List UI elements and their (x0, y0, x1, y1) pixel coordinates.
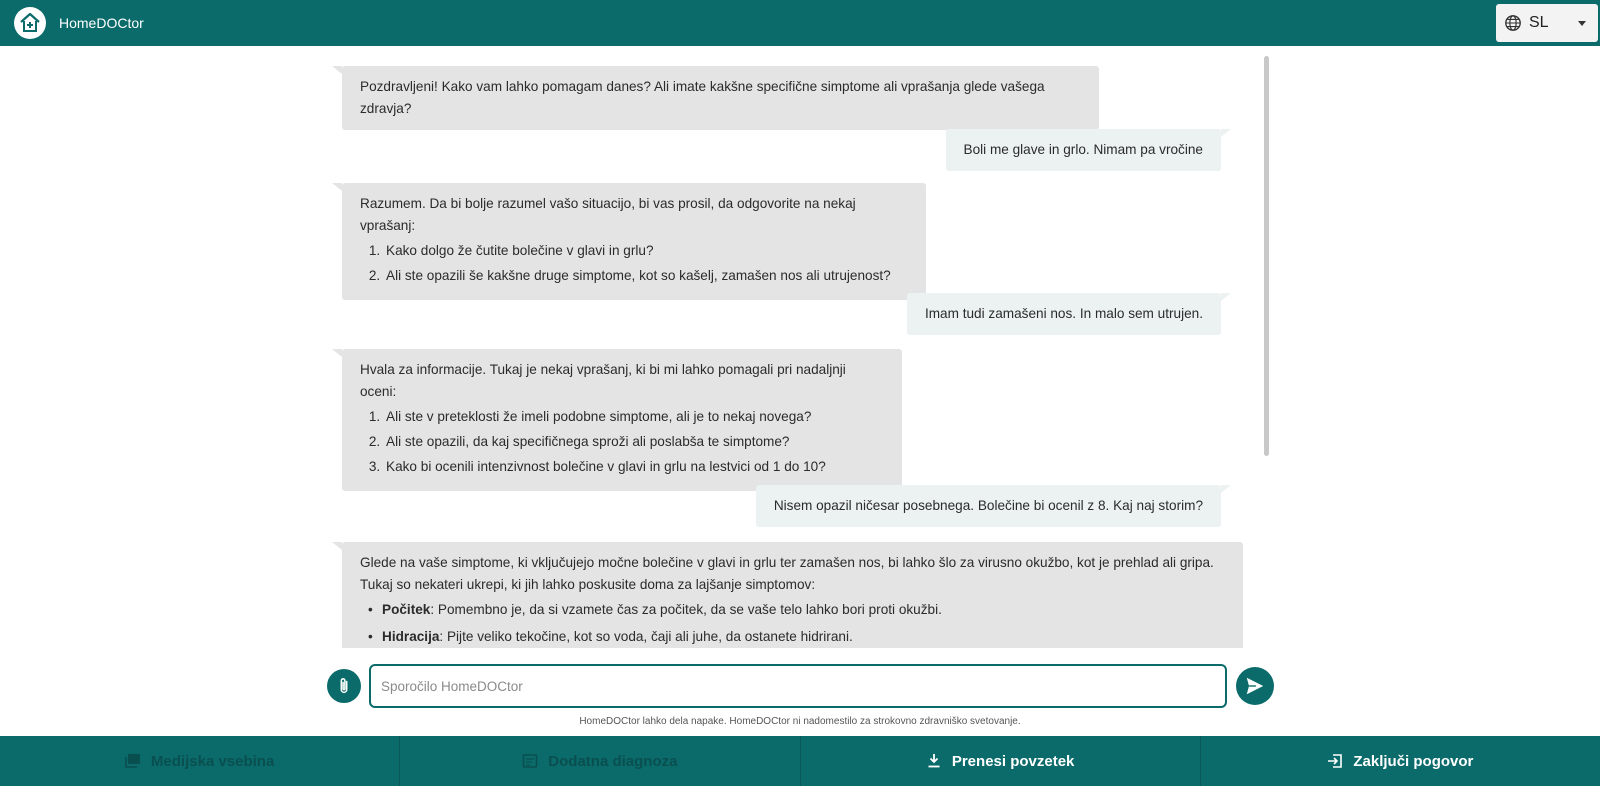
message-text: Razumem. Da bi bolje razumel vašo situacijo, bi vas prosil, da odgovorite na nekaj vprašanj: (360, 196, 856, 233)
bottom-action-bar (0, 736, 1600, 786)
bot-message (342, 183, 926, 300)
download-summary-button[interactable] (801, 736, 1201, 786)
paperclip-icon (336, 677, 352, 695)
list-item-text: : Pijte veliko tekočine, kot so voda, čaji ali juhe, da ostanete hidrirani. (439, 629, 853, 644)
bot-message (342, 349, 902, 491)
message-text: Nisem opazil ničesar posebnega. Bolečine bi ocenil z 8. Kaj naj storim? (773, 498, 1203, 513)
list-item (368, 599, 1225, 621)
advice-list (360, 599, 1225, 648)
media-content-label: Medijska vsebina (150, 752, 275, 770)
list-item (368, 626, 1225, 648)
user-message (946, 129, 1222, 171)
message-input[interactable] (371, 666, 1225, 706)
list-item-text: : Pomembno je, da si vzamete čas za počitek, da se vaše telo lahko bori proti okužbi. (430, 602, 942, 617)
download-icon (926, 753, 942, 769)
media-icon (125, 753, 141, 769)
message-input-field[interactable] (369, 664, 1227, 708)
send-icon (1244, 675, 1266, 697)
app-title: HomeDOCtor (59, 15, 144, 31)
language-code: SL (1529, 14, 1549, 31)
question-list (360, 406, 884, 478)
app-header (0, 0, 1600, 46)
list-item-term: Počitek (382, 602, 431, 617)
exit-icon (1327, 753, 1343, 769)
bot-message (342, 542, 1243, 648)
message-text: Glede na vaše simptome, ki vključujejo močne bolečine v glavi in grlu ter zamašen nos, bi lahko šlo za virusno okužbo, kot je prehlad ali gripa. Tukaj so nekateri ukrepi, ki jih lahko poskusite doma za lajšanje simptomov: (360, 555, 1214, 592)
download-summary-label: Prenesi povzetek (951, 752, 1075, 770)
additional-diagnosis-button[interactable] (400, 736, 800, 786)
bot-message (342, 66, 1099, 130)
chevron-down-icon (1578, 21, 1586, 26)
list-item-term: Hidracija (382, 629, 440, 644)
message-text: Hvala za informacije. Tukaj je nekaj vprašanj, ki bi mi lahko pomagali pri nadaljnji oceni: (360, 362, 846, 399)
list-item: 2. Ali ste opazili, da kaj specifičnega sproži ali poslabša te simptome? (384, 431, 884, 453)
additional-diagnosis-label: Dodatna diagnoza (548, 752, 678, 770)
language-select[interactable] (1496, 4, 1598, 42)
list-item: 3. Kako bi ocenili intenzivnost bolečine v glavi in grlu na lestvici od 1 do 10? (384, 456, 884, 478)
list-item: 1. Kako dolgo že čutite bolečine v glavi in grlu? (384, 240, 908, 262)
user-message (907, 293, 1221, 335)
home-logo-icon[interactable] (14, 7, 46, 39)
user-message (756, 485, 1221, 527)
media-content-button[interactable] (0, 736, 400, 786)
question-list (360, 240, 908, 287)
message-text: Boli me glave in grlo. Nimam pa vročine (963, 142, 1203, 157)
list-item: 2. Ali ste opazili še kakšne druge simptome, kot so kašelj, zamašen nos ali utrujenost? (384, 265, 908, 287)
chat-history[interactable] (330, 52, 1268, 648)
send-button[interactable] (1236, 667, 1274, 705)
disclaimer-text: HomeDOCtor lahko dela napake. HomeDOCtor ni nadomestilo za strokovno zdravniško svetovanje. (579, 716, 1021, 727)
globe-icon (1504, 14, 1522, 32)
diagnosis-icon (522, 753, 538, 769)
message-text: Imam tudi zamašeni nos. In malo sem utrujen. (924, 306, 1203, 321)
end-conversation-label: Zaključi pogovor (1353, 752, 1474, 770)
attach-button[interactable] (327, 669, 361, 703)
chat-scrollbar[interactable] (1264, 56, 1269, 456)
list-item: 1. Ali ste v preteklosti že imeli podobne simptome, ali je to nekaj novega? (384, 406, 884, 428)
message-text: Pozdravljeni! Kako vam lahko pomagam danes? Ali imate kakšne specifične simptome ali vprašanja glede vašega zdravja? (360, 79, 1045, 116)
end-conversation-button[interactable] (1201, 736, 1600, 786)
